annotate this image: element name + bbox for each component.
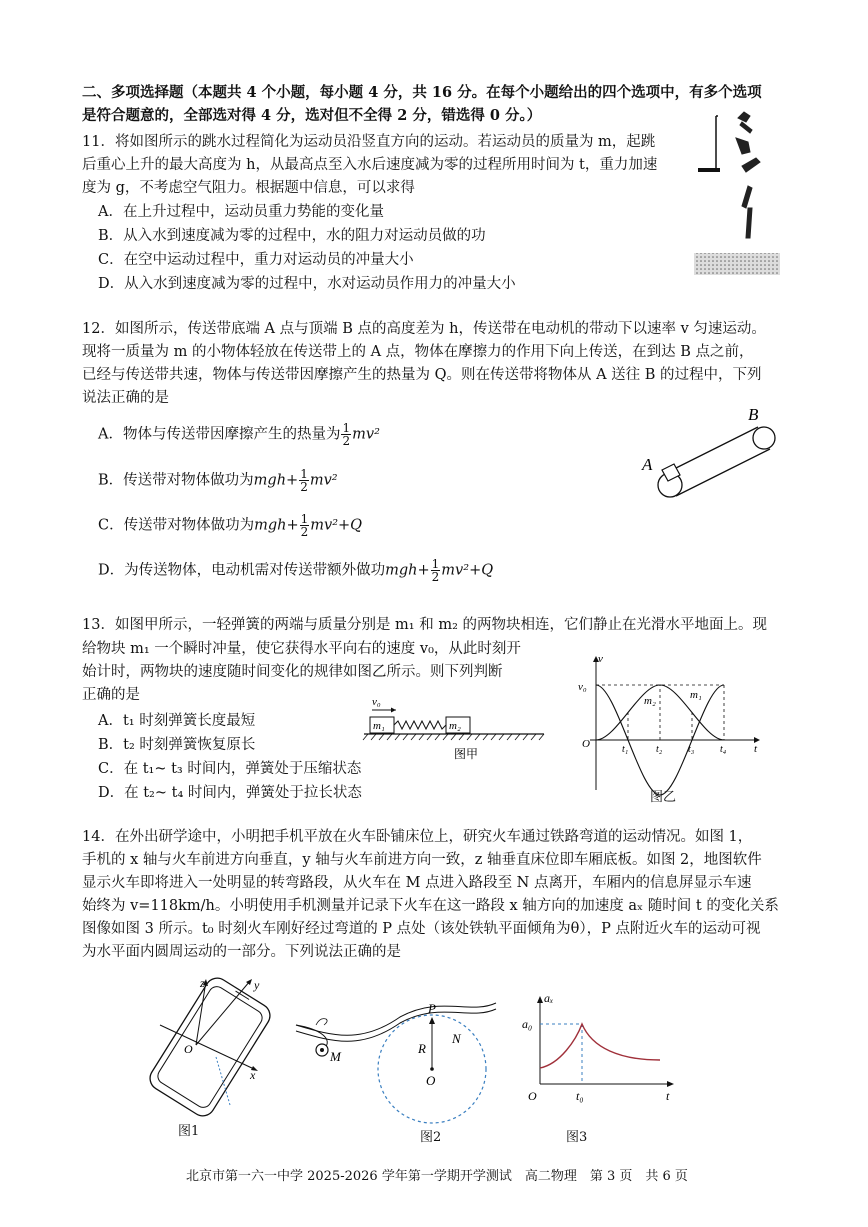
q12-option-c: C．传送带对物体做功为mgh+ $\frac{1}{2}$ mv²+Q — [98, 512, 363, 539]
ax-t-curve — [540, 1024, 660, 1068]
fig1-x-label: x — [250, 1068, 256, 1082]
q14-stem-5: 图像如图 3 所示。t₀ 时刻火车刚好经过弯道的 P 点处（该处铁轨平面倾角为θ），P 点附近火车的运动可视 — [82, 921, 761, 937]
vt-axis-t: t — [754, 743, 758, 755]
q12-stem-4: 说法正确的是 — [82, 390, 169, 406]
curve-circle-figure — [290, 995, 510, 1125]
vt-graph-figure — [570, 652, 770, 802]
fig3-t-label: t — [666, 1089, 670, 1103]
fig3-origin-label: O — [528, 1089, 537, 1103]
q11-option-a: A．在上升过程中，运动员重力势能的变化量 — [98, 204, 384, 220]
q12-stem-1: 12．如图所示，传送带底端 A 点与顶端 B 点的高度差为 h，传送带在电动机的带动下以速率 v 匀速运动。 — [82, 321, 766, 337]
fig2-n-label: N — [452, 1031, 461, 1046]
fig2-o-label: O — [426, 1073, 436, 1088]
q11-stem-3: 度为 g，不考虑空气阻力。根据题中信息，可以求得 — [82, 180, 415, 196]
q11-stem-1: 11．将如图所示的跳水过程简化为运动员沿竖直方向的运动。若运动员的质量为 m，起跳 — [82, 134, 656, 150]
fig-jia-caption: 图甲 — [454, 747, 479, 761]
q12-stem-2: 现将一质量为 m 的小物体轻放在传送带上的 A 点，物体在摩擦力的作用下向上传送，在到达 B 点之前， — [82, 344, 754, 360]
conveyor-label-a: A — [642, 455, 653, 474]
fig2-p-label: P — [428, 1001, 436, 1016]
conveyor-figure — [636, 400, 786, 505]
q13-option-c: C．在 t₁~ t₃ 时间内，弹簧处于压缩状态 — [98, 761, 362, 777]
section-heading-line2: 是符合题意的，全部选对得 4 分，选对但不全得 2 分，错选得 0 分。） — [82, 107, 542, 124]
vt-m2-label: m₂ — [644, 695, 656, 707]
q13-option-b: B．t₂ 时刻弹簧恢复原长 — [98, 737, 256, 753]
q11-option-d: D．从入水到速度减为零的过程中，水对运动员作用力的冲量大小 — [98, 276, 516, 292]
q11-stem-2: 后重心上升的最大高度为 h，从最高点至入水后速度减为零的过程所用时间为 t，重力加速 — [82, 157, 658, 173]
q13-option-a: A．t₁ 时刻弹簧长度最短 — [98, 713, 256, 729]
vt-origin-label: O — [582, 738, 590, 750]
q13-option-d: D．在 t₂~ t₄ 时间内，弹簧处于拉长状态 — [98, 785, 362, 801]
q13-stem-3: 始计时，两物块的速度随时间变化的规律如图乙所示。则下列判断 — [82, 664, 503, 680]
fig3-t0-label: t₀ — [576, 1089, 584, 1103]
fig-yi-caption: 图乙 — [650, 790, 677, 805]
q13-stem-2: 给物块 m₁ 一个瞬时冲量，使它获得水平向右的速度 v₀，从此时刻开 — [82, 641, 521, 657]
q12-option-d: D．为传送物体，电动机需对传送带额外做功mgh+ $\frac{1}{2}$ mv²+Q — [98, 557, 494, 584]
fig2-m-label: M — [330, 1049, 341, 1064]
fig2-caption: 图2 — [420, 1130, 442, 1145]
ax-t-graph-figure — [520, 990, 680, 1105]
phone-axes-figure — [140, 975, 280, 1125]
page-footer: 北京市第一六一中学 2025-2026 学年第一学期开学测试 高二物理 第 3 页 共 6 页 — [186, 1169, 688, 1184]
spring-v0-label: v₀ — [372, 696, 381, 708]
q14-stem-4: 始终为 v=118km/h。小明使用手机测量并记录下火车在这一路段 x 轴方向的加速度 aₓ 随时间 t 的变化关系 — [82, 898, 779, 914]
vt-t2-label: t₂ — [656, 744, 663, 755]
fig3-a0-label: a₀ — [522, 1017, 533, 1031]
spring-m2-label: m₂ — [449, 720, 461, 732]
vt-t1-label: t₁ — [622, 744, 629, 755]
vt-v0-label: v₀ — [578, 681, 587, 693]
spring-m1-label: m₁ — [373, 720, 385, 732]
vt-m1-label: m₁ — [690, 689, 702, 701]
fig1-origin-label: O — [184, 1042, 193, 1056]
q12-stem-3: 已经与传送带共速，物体与传送带因摩擦产生的热量为 Q。则在传送带将物体从 A 送往 B 的过程中，下列 — [82, 367, 762, 383]
spring-figure — [360, 692, 550, 767]
fig1-y-label: y — [254, 978, 260, 992]
vt-t4-label: t₄ — [720, 744, 727, 755]
diver-figure — [692, 108, 782, 283]
q11-option-c: C．在空中运动过程中，重力对运动员的冲量大小 — [98, 252, 414, 268]
vt-axis-v: v — [598, 653, 603, 665]
q14-stem-3: 显示火车即将进入一处明显的转弯路段，从火车在 M 点进入路段至 N 点离开，车厢内的信息屏显示车速 — [82, 875, 752, 891]
conveyor-label-b: B — [748, 405, 759, 424]
fig1-z-label: z — [200, 976, 205, 990]
q14-stem-2: 手机的 x 轴与火车前进方向垂直，y 轴与火车前进方向一致，z 轴垂直床位即车厢底板。如图 2，地图软件 — [82, 852, 762, 868]
fig2-r-label: R — [418, 1041, 426, 1056]
q14-stem-6: 为水平面内圆周运动的一部分。下列说法正确的是 — [82, 944, 401, 960]
q13-stem-1: 13．如图甲所示，一轻弹簧的两端与质量分别是 m₁ 和 m₂ 的两物块相连，它们静止在光滑水平地面上。现 — [82, 617, 768, 633]
fig1-caption: 图1 — [178, 1124, 200, 1139]
q13-stem-4: 正确的是 — [82, 687, 140, 703]
q11-option-b: B．从入水到速度减为零的过程中，水的阻力对运动员做的功 — [98, 228, 486, 244]
q12-option-b: B．传送带对物体做功为mgh+ $\frac{1}{2}$ mv² — [98, 467, 338, 494]
fig3-caption: 图3 — [566, 1130, 588, 1145]
fig3-ax-label: aₓ — [544, 991, 554, 1005]
section-heading-line1: 二、多项选择题（本题共 4 个小题，每小题 4 分，共 16 分。在每个小题给出的四个选项中，有多个选项 — [82, 84, 762, 101]
vt-t3-label: t₃ — [688, 744, 695, 755]
q12-option-a: A．物体与传送带因摩擦产生的热量为 $\frac{1}{2}$ mv² — [98, 421, 380, 448]
q14-stem-1: 14．在外出研学途中，小明把手机平放在火车卧铺床位上，研究火车通过铁路弯道的运动情况。如图 1， — [82, 829, 753, 845]
